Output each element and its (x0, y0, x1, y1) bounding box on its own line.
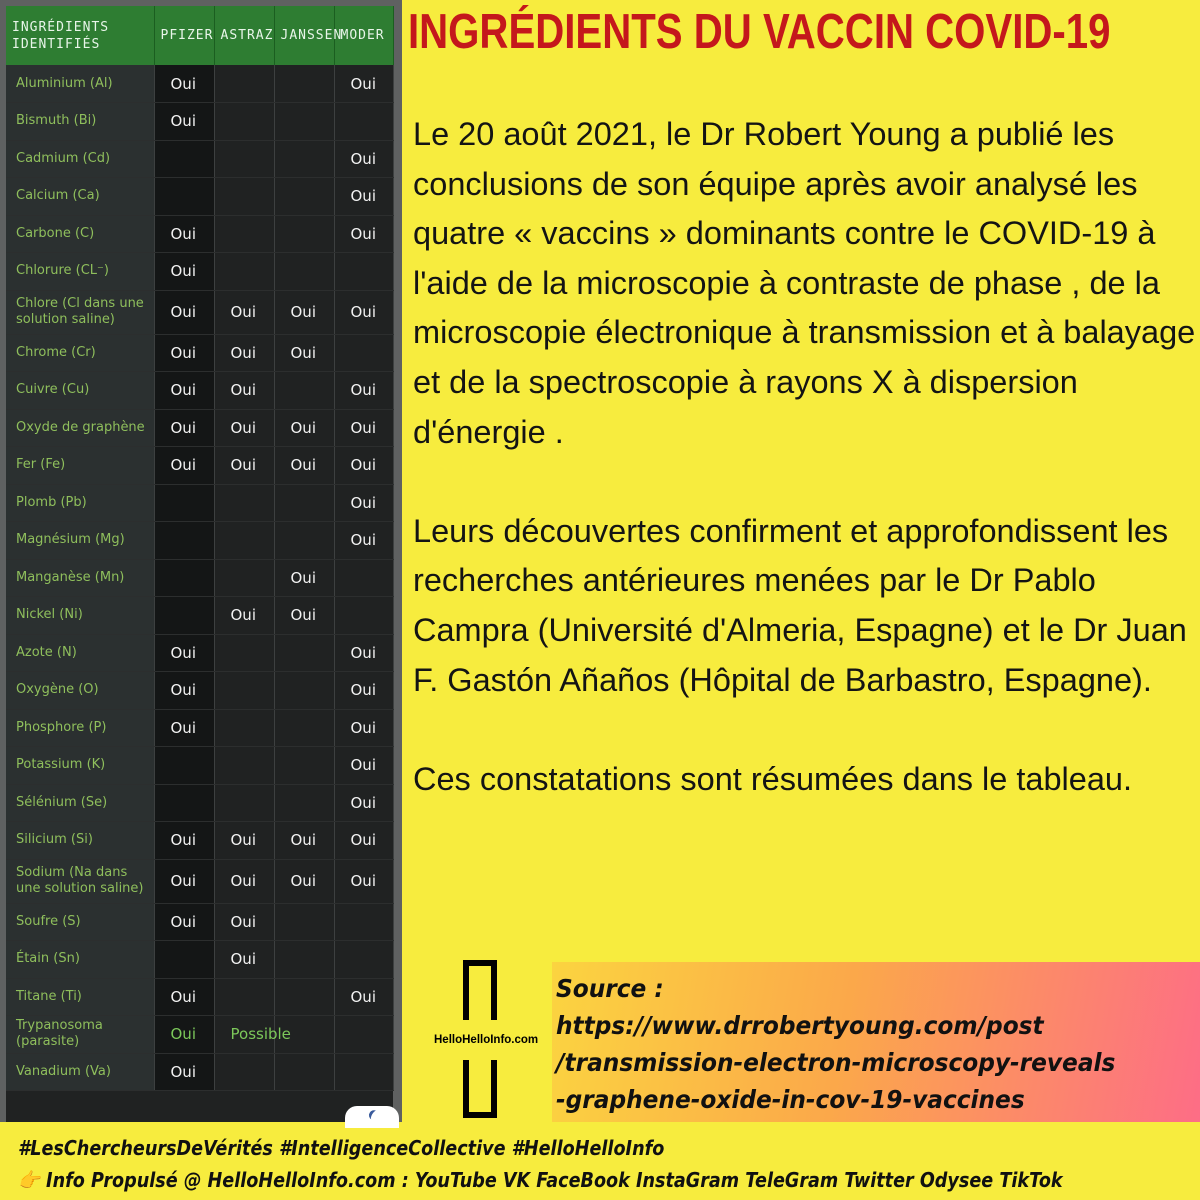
ingredient-value-cell: Oui (334, 672, 393, 710)
ingredient-name: Vanadium (Va) (6, 1053, 154, 1091)
ingredient-value-cell: Oui (154, 1016, 214, 1054)
table-row (6, 634, 393, 672)
ingredient-value-cell: Oui (214, 822, 274, 860)
column-header-pfizer: PFIZER (154, 6, 214, 65)
ingredient-value-cell: Oui (334, 859, 393, 903)
hellohelloinfo-logo (434, 960, 546, 1130)
table-header-row (6, 6, 393, 65)
ingredient-value-cell (274, 784, 334, 822)
table-row (6, 447, 393, 485)
ingredient-value-cell: Oui (274, 859, 334, 903)
ingredient-value-cell (214, 178, 274, 216)
paragraph-findings: Leurs découvertes confirment et approfondissent les recherches antérieures menées par le Dr Pablo Campra (Université d'Almeria, Espagne) et le Dr Juan F. Gastón Añaños (Hôpital de Barbastro, Espagne). (413, 512, 1187, 698)
table-row (6, 334, 393, 372)
ingredient-value-cell: Oui (334, 65, 393, 103)
ingredient-value-cell: Oui (154, 822, 214, 860)
ingredient-name: Trypanosoma (parasite) (6, 1016, 154, 1054)
ingredient-value-cell (214, 672, 274, 710)
ingredient-value-cell: Oui (334, 784, 393, 822)
ingredient-value-cell: Oui (334, 709, 393, 747)
ingredient-name: Silicium (Si) (6, 822, 154, 860)
ingredients-table (6, 6, 394, 1091)
ingredient-name: Oxyde de graphène (6, 409, 154, 447)
ingredient-value-cell (214, 559, 274, 597)
ingredients-table-container (6, 6, 393, 1122)
table-row (6, 215, 393, 253)
ingredient-value-cell (214, 709, 274, 747)
table-row (6, 903, 393, 941)
page-title: INGRÉDIENTS DU VACCIN COVID-19 (408, 5, 1111, 59)
ingredient-name: Plomb (Pb) (6, 484, 154, 522)
source-label: Source : (556, 974, 664, 1003)
ingredient-value-cell: Oui (214, 447, 274, 485)
ingredient-value-cell: Oui (334, 822, 393, 860)
ingredient-value-cell: Possible (214, 1016, 274, 1054)
ingredient-value-cell (274, 372, 334, 410)
ingredient-value-cell (334, 1053, 393, 1091)
ingredient-value-cell: Oui (154, 859, 214, 903)
logo-top-bracket (463, 960, 497, 1020)
ingredient-value-cell (274, 484, 334, 522)
ingredient-value-cell: Oui (334, 634, 393, 672)
ingredient-name: Azote (N) (6, 634, 154, 672)
ingredient-value-cell: Oui (154, 65, 214, 103)
ingredient-value-cell: Oui (154, 334, 214, 372)
table-row (6, 597, 393, 635)
column-header-astrazeneca: ASTRAZ (214, 6, 274, 65)
table-row (6, 409, 393, 447)
ingredient-name: Sélénium (Se) (6, 784, 154, 822)
ingredient-value-cell (334, 334, 393, 372)
ingredient-value-cell: Oui (154, 290, 214, 334)
ingredient-value-cell: Oui (274, 409, 334, 447)
ingredient-name: Chrome (Cr) (6, 334, 154, 372)
ingredient-value-cell (214, 784, 274, 822)
ingredient-value-cell: Oui (154, 372, 214, 410)
ingredient-value-cell: Oui (154, 409, 214, 447)
table-row (6, 522, 393, 560)
ingredient-name: Cadmium (Cd) (6, 140, 154, 178)
ingredient-value-cell (274, 634, 334, 672)
table-body (6, 65, 393, 1091)
ingredient-value-cell (214, 978, 274, 1016)
ingredient-name: Soufre (S) (6, 903, 154, 941)
ingredient-value-cell: Oui (274, 822, 334, 860)
ingredient-value-cell (334, 903, 393, 941)
ingredient-value-cell (154, 597, 214, 635)
ingredient-value-cell: Oui (154, 634, 214, 672)
ingredients-table-panel (0, 0, 402, 1122)
ingredient-value-cell (154, 140, 214, 178)
ingredient-name: Chlorure (CL⁻) (6, 253, 154, 291)
ingredient-value-cell (334, 941, 393, 979)
table-row (6, 372, 393, 410)
ingredient-value-cell (274, 65, 334, 103)
ingredient-value-cell: Oui (334, 140, 393, 178)
ingredient-value-cell (334, 253, 393, 291)
ingredient-value-cell: Oui (334, 522, 393, 560)
ingredient-value-cell (334, 1016, 393, 1054)
ingredient-value-cell (214, 65, 274, 103)
ingredient-value-cell (334, 597, 393, 635)
ingredient-name: Calcium (Ca) (6, 178, 154, 216)
ingredient-value-cell: Oui (154, 103, 214, 141)
table-row (6, 290, 393, 334)
ingredient-name: Titane (Ti) (6, 978, 154, 1016)
ingredient-value-cell: Oui (214, 409, 274, 447)
source-url-line-2[interactable]: /transmission-electron-microscopy-reveals (556, 1048, 1116, 1077)
ingredient-value-cell: Oui (214, 903, 274, 941)
table-row (6, 709, 393, 747)
ingredient-name: Phosphore (P) (6, 709, 154, 747)
ingredient-name: Sodium (Na dans une solution saline) (6, 859, 154, 903)
ingredient-value-cell (274, 903, 334, 941)
ingredient-value-cell: Oui (214, 941, 274, 979)
ingredient-value-cell (154, 941, 214, 979)
ingredient-value-cell (334, 103, 393, 141)
ingredient-value-cell (334, 559, 393, 597)
ingredient-name: Fer (Fe) (6, 447, 154, 485)
table-row (6, 672, 393, 710)
article-body (413, 110, 1198, 854)
ingredient-value-cell: Oui (334, 447, 393, 485)
ingredient-value-cell (214, 215, 274, 253)
table-row (6, 784, 393, 822)
ingredient-value-cell (214, 103, 274, 141)
table-row (6, 1053, 393, 1091)
table-row (6, 65, 393, 103)
table-row (6, 859, 393, 903)
ingredient-value-cell (214, 522, 274, 560)
ingredient-value-cell (154, 747, 214, 785)
ingredient-value-cell: Oui (214, 334, 274, 372)
ingredient-value-cell: Oui (274, 559, 334, 597)
table-row (6, 747, 393, 785)
paragraph-summary: Ces constatations sont résumées dans le tableau. (413, 760, 1133, 797)
ingredient-value-cell: Oui (214, 290, 274, 334)
ingredient-name: Étain (Sn) (6, 941, 154, 979)
ingredient-value-cell: Oui (274, 447, 334, 485)
source-box (552, 962, 1200, 1122)
ingredient-value-cell: Oui (334, 215, 393, 253)
ingredient-value-cell: Oui (274, 334, 334, 372)
ingredient-value-cell: Oui (334, 747, 393, 785)
ingredient-value-cell: Oui (154, 447, 214, 485)
logo-text: HelloHelloInfo.com (434, 1034, 539, 1046)
ingredient-name: Bismuth (Bi) (6, 103, 154, 141)
ingredient-value-cell (214, 1053, 274, 1091)
ingredient-value-cell (274, 178, 334, 216)
ingredient-value-cell (154, 784, 214, 822)
ingredient-value-cell: Oui (154, 978, 214, 1016)
paragraph-intro: Le 20 août 2021, le Dr Robert Young a publié les conclusions de son équipe après avoir analysé les quatre « vaccins » dominants contre le COVID-19 à l'aide de la microscopie à contraste de phase , de la microscopie électronique à transmission et à balayage et de la spectroscopie à rayons X à dispersion d'énergie . (413, 116, 1196, 450)
ingredient-value-cell (154, 484, 214, 522)
ingredient-value-cell (274, 1053, 334, 1091)
table-row (6, 978, 393, 1016)
table-row (6, 559, 393, 597)
ingredient-value-cell: Oui (154, 672, 214, 710)
ingredient-name: Carbone (C) (6, 215, 154, 253)
table-row (6, 178, 393, 216)
ingredient-value-cell: Oui (334, 290, 393, 334)
column-header-moderna: MODER (334, 6, 393, 65)
ingredient-value-cell (154, 559, 214, 597)
footer (18, 1132, 1198, 1196)
ingredient-value-cell (214, 253, 274, 291)
ingredient-value-cell (274, 747, 334, 785)
ingredient-name: Oxygène (O) (6, 672, 154, 710)
ingredient-value-cell: Oui (154, 709, 214, 747)
footer-hashtags: #LesChercheursDeVérités #IntelligenceCollective #HelloHelloInfo (18, 1136, 665, 1160)
ingredient-value-cell: Oui (274, 290, 334, 334)
ingredient-value-cell: Oui (334, 178, 393, 216)
ingredient-value-cell (214, 484, 274, 522)
ingredient-name: Potassium (K) (6, 747, 154, 785)
partial-bubble-icon (345, 1106, 399, 1128)
ingredient-value-cell (274, 941, 334, 979)
ingredient-value-cell (214, 747, 274, 785)
table-row (6, 822, 393, 860)
source-url-line-3[interactable]: -graphene-oxide-in-cov-19-vaccines (556, 1085, 1025, 1114)
table-row (6, 140, 393, 178)
ingredient-value-cell: Oui (334, 978, 393, 1016)
ingredient-value-cell (274, 978, 334, 1016)
ingredient-value-cell: Oui (154, 1053, 214, 1091)
table-row (6, 941, 393, 979)
ingredient-value-cell: Oui (334, 484, 393, 522)
ingredient-value-cell: Oui (274, 597, 334, 635)
ingredient-value-cell (274, 215, 334, 253)
ingredient-value-cell: Oui (154, 215, 214, 253)
ingredient-value-cell (154, 522, 214, 560)
ingredient-value-cell (274, 253, 334, 291)
table-row (6, 253, 393, 291)
table-row (6, 103, 393, 141)
ingredient-value-cell: Oui (334, 372, 393, 410)
footer-social-links: 👉 Info Propulsé @ HelloHelloInfo.com : YouTube VK FaceBook InstaGram TeleGram Twitter Odysee TikTok (18, 1168, 1063, 1192)
ingredient-value-cell: Oui (154, 903, 214, 941)
ingredient-value-cell: Oui (334, 409, 393, 447)
ingredient-value-cell: Oui (214, 597, 274, 635)
ingredient-name: Aluminium (Al) (6, 65, 154, 103)
column-header-ingredients: INGRÉDIENTS IDENTIFIÉS (6, 6, 154, 65)
ingredient-value-cell (274, 103, 334, 141)
ingredient-value-cell (274, 672, 334, 710)
ingredient-name: Cuivre (Cu) (6, 372, 154, 410)
ingredient-value-cell (274, 140, 334, 178)
table-row (6, 484, 393, 522)
ingredient-value-cell: Oui (214, 859, 274, 903)
ingredient-name: Nickel (Ni) (6, 597, 154, 635)
ingredient-name: Magnésium (Mg) (6, 522, 154, 560)
ingredient-value-cell (214, 140, 274, 178)
ingredient-name: Manganèse (Mn) (6, 559, 154, 597)
table-row (6, 1016, 393, 1054)
ingredient-value-cell (274, 709, 334, 747)
source-url-line-1[interactable]: https://www.drrobertyoung.com/post (556, 1011, 1044, 1040)
ingredient-value-cell (214, 634, 274, 672)
logo-bottom-bracket (463, 1060, 497, 1118)
ingredient-value-cell: Oui (214, 372, 274, 410)
ingredient-value-cell (154, 178, 214, 216)
column-header-janssen: JANSSEN (274, 6, 334, 65)
ingredient-value-cell (274, 522, 334, 560)
ingredient-name: Chlore (Cl dans une solution saline) (6, 290, 154, 334)
ingredient-value-cell: Oui (154, 253, 214, 291)
